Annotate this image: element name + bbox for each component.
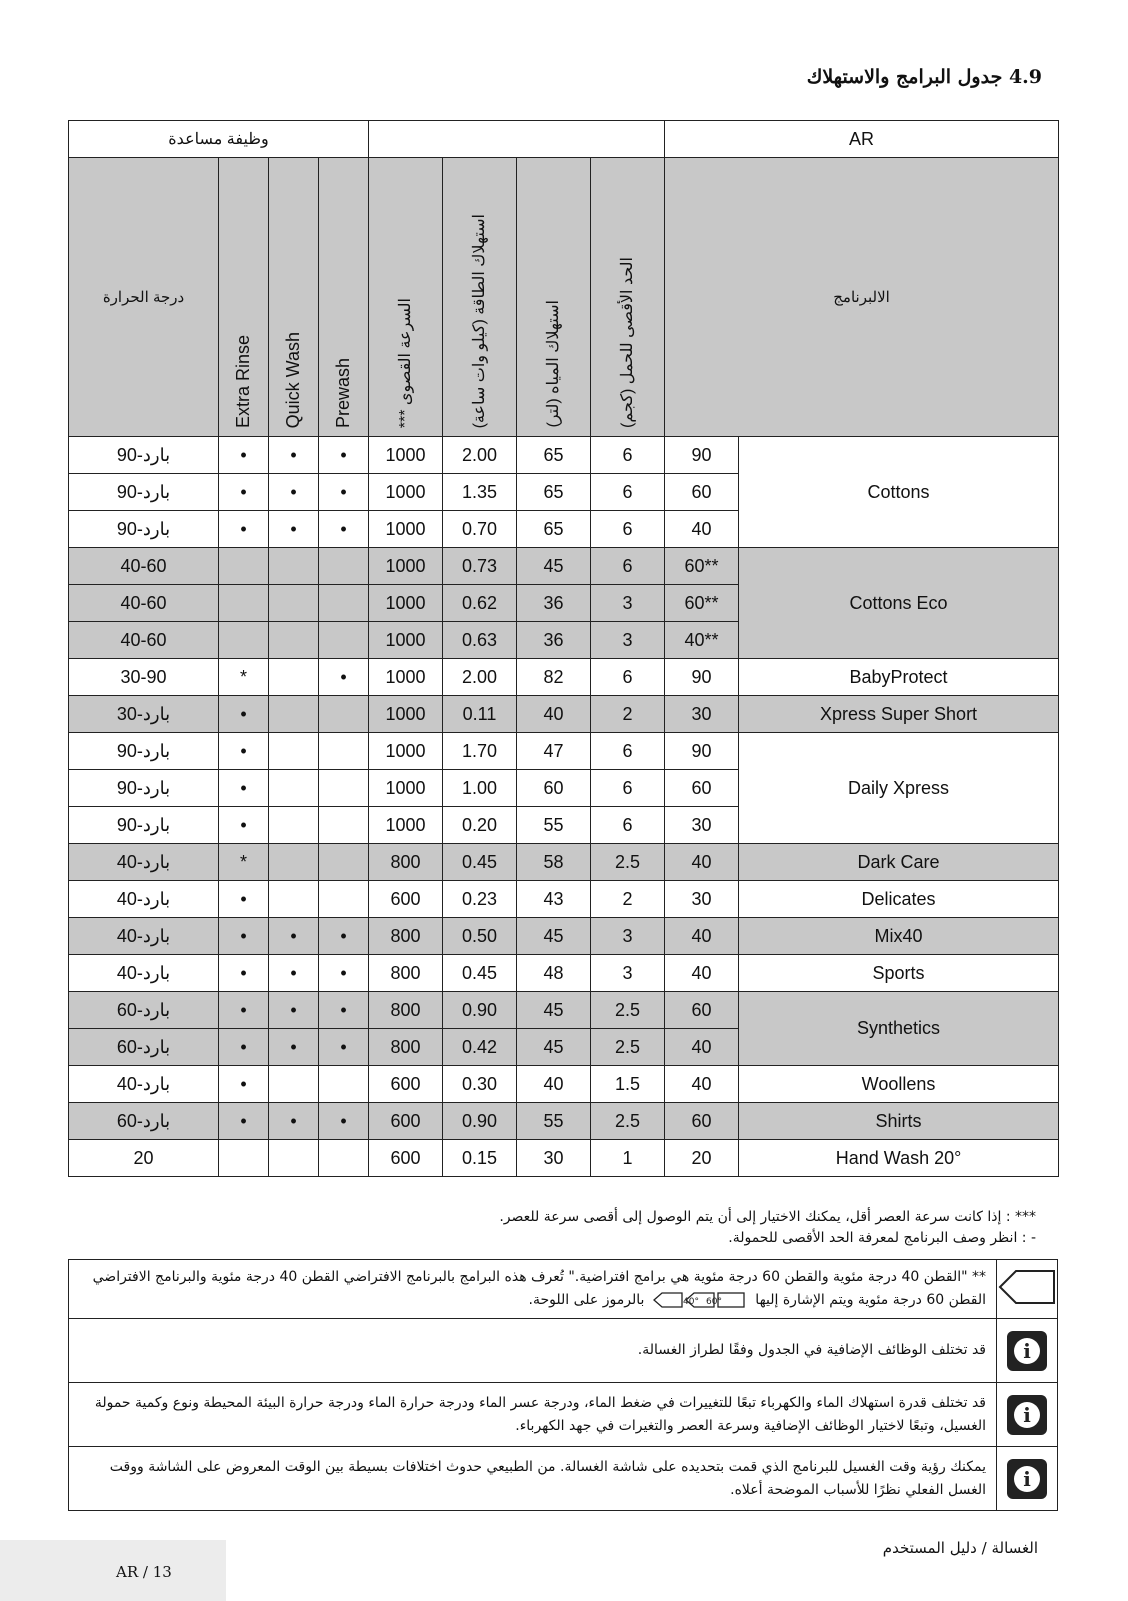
quick-wash-cell: •: [269, 511, 319, 548]
max-speed-cell: 1000: [369, 622, 443, 659]
temp-range-cell: 40-60: [69, 548, 219, 585]
max-speed-cell: 1000: [369, 585, 443, 622]
table-row: [69, 548, 1059, 585]
max-load-cell: 6: [591, 770, 665, 807]
quick-wash-cell: [269, 622, 319, 659]
load-footnote: - : انظر وصف البرنامج لمعرفة الحد الأقصى للحمولة.: [728, 1230, 1036, 1246]
max-load-cell: 6: [591, 474, 665, 511]
program-name-cell: Daily Xpress: [739, 733, 1059, 844]
max-speed-cell: 1000: [369, 770, 443, 807]
temp-range-cell: بارد-30: [69, 696, 219, 733]
energy-cell: 1.00: [443, 770, 517, 807]
table-row: [69, 844, 1059, 881]
energy-cell: 0.42: [443, 1029, 517, 1066]
max-load-cell: 2.5: [591, 1103, 665, 1140]
water-cell: 48: [517, 955, 591, 992]
temp-range-cell: 40-60: [69, 622, 219, 659]
energy-cell: 0.20: [443, 807, 517, 844]
program-temp-cell: 40: [665, 511, 739, 548]
max-load-cell: 1.5: [591, 1066, 665, 1103]
temp-range-cell: بارد-40: [69, 1066, 219, 1103]
energy-cell: 0.15: [443, 1140, 517, 1177]
water-cell: 40: [517, 1066, 591, 1103]
temp-range-cell: بارد-90: [69, 770, 219, 807]
quick-wash-cell: •: [269, 918, 319, 955]
info-icon: i: [1007, 1331, 1047, 1371]
max-load-cell: 6: [591, 437, 665, 474]
program-name-cell: Shirts: [739, 1103, 1059, 1140]
quick-wash-cell: [269, 770, 319, 807]
temp-range-cell: بارد-90: [69, 733, 219, 770]
temp-range-cell: بارد-60: [69, 992, 219, 1029]
quick-wash-cell: •: [269, 474, 319, 511]
water-cell: 40: [517, 696, 591, 733]
prewash-cell: •: [319, 918, 369, 955]
water-cell: 43: [517, 881, 591, 918]
program-temp-cell: 40: [665, 918, 739, 955]
max-load-cell: 6: [591, 659, 665, 696]
temp-range-cell: بارد-40: [69, 955, 219, 992]
temp-range-cell: بارد-40: [69, 918, 219, 955]
energy-cell: 1.35: [443, 474, 517, 511]
eco-program-icon: [998, 1267, 1056, 1307]
extra-rinse-cell: •: [219, 733, 269, 770]
energy-cell: 0.23: [443, 881, 517, 918]
program-header: الالبرنامج: [665, 158, 1059, 437]
max-load-cell: 3: [591, 622, 665, 659]
program-name-cell: Woollens: [739, 1066, 1059, 1103]
table-row: [69, 437, 1059, 474]
temp-range-cell: بارد-90: [69, 437, 219, 474]
program-name-cell: Hand Wash 20°: [739, 1140, 1059, 1177]
energy-cell: 0.63: [443, 622, 517, 659]
quick-wash-cell: [269, 1140, 319, 1177]
program-temp-cell: 40: [665, 955, 739, 992]
extra-rinse-cell: •: [219, 474, 269, 511]
extra-rinse-cell: •: [219, 881, 269, 918]
prewash-cell: •: [319, 474, 369, 511]
page-title: 4.9 جدول البرامج والاستهلاك: [806, 66, 1042, 88]
program-table: [68, 120, 1059, 1177]
extra-rinse-cell: •: [219, 1103, 269, 1140]
quick-wash-cell: [269, 585, 319, 622]
program-temp-cell: 30: [665, 696, 739, 733]
max-load-cell: 6: [591, 511, 665, 548]
program-name-cell: BabyProtect: [739, 659, 1059, 696]
program-name-cell: Cottons: [739, 437, 1059, 548]
table-row: [69, 659, 1059, 696]
prewash-cell: •: [319, 659, 369, 696]
water-cell: 55: [517, 1103, 591, 1140]
extra-rinse-cell: [219, 585, 269, 622]
program-temp-cell: 40: [665, 1029, 739, 1066]
water-cell: 65: [517, 511, 591, 548]
program-name-cell: Sports: [739, 955, 1059, 992]
energy-cell: 0.30: [443, 1066, 517, 1103]
max-speed-cell: 1000: [369, 474, 443, 511]
max-speed-cell: 800: [369, 1029, 443, 1066]
quick-wash-cell: •: [269, 1103, 319, 1140]
max-speed-header: *** السرعة القصوى: [397, 297, 415, 428]
program-temp-cell: 60: [665, 992, 739, 1029]
temp-range-cell: 40-60: [69, 585, 219, 622]
water-cell: 36: [517, 585, 591, 622]
program-temp-cell: 30: [665, 881, 739, 918]
prewash-cell: •: [319, 955, 369, 992]
energy-cell: 0.73: [443, 548, 517, 585]
info-icon: i: [1007, 1395, 1047, 1435]
extra-rinse-cell: •: [219, 992, 269, 1029]
program-temp-cell: 60: [665, 474, 739, 511]
energy-cell: 0.90: [443, 992, 517, 1029]
footer-page-box: [0, 1540, 226, 1601]
max-speed-cell: 800: [369, 955, 443, 992]
table-row: [69, 1066, 1059, 1103]
lang-label: AR: [665, 121, 1059, 158]
max-load-header: الحد الأقصى للحمل (كجم): [619, 257, 637, 428]
prewash-cell: •: [319, 1103, 369, 1140]
wash-time-info-note: يمكنك رؤية وقت الغسيل للبرنامج الذي قمت بتحديده على شاشة الغسالة. من الطبيعي حدوث اختلافات بسيطة بين الوقت المعروض على الشاشة ووقت الغسل الفعلي نظرًا للأسباب الموضحة أعلاه.: [69, 1447, 997, 1511]
max-speed-cell: 1000: [369, 548, 443, 585]
page-number: AR / 13: [116, 1563, 172, 1581]
max-load-cell: 6: [591, 733, 665, 770]
extra-rinse-cell: •: [219, 1066, 269, 1103]
extra-rinse-cell: •: [219, 807, 269, 844]
table-row: [69, 1103, 1059, 1140]
quick-wash-cell: [269, 733, 319, 770]
program-temp-cell: 40**: [665, 622, 739, 659]
extra-rinse-cell: •: [219, 1029, 269, 1066]
prewash-cell: [319, 548, 369, 585]
energy-cell: 2.00: [443, 437, 517, 474]
aux-info-note: قد تختلف الوظائف الإضافية في الجدول وفقًا لطراز الغسالة.: [69, 1319, 997, 1383]
prewash-cell: [319, 696, 369, 733]
max-speed-cell: 800: [369, 992, 443, 1029]
water-cell: 58: [517, 844, 591, 881]
extra-rinse-cell: *: [219, 844, 269, 881]
energy-cell: 0.11: [443, 696, 517, 733]
max-speed-cell: 1000: [369, 511, 443, 548]
program-name-cell: Xpress Super Short: [739, 696, 1059, 733]
water-header: استهلاك المياه (لتر): [545, 300, 563, 428]
extra-rinse-cell: [219, 548, 269, 585]
quick-wash-cell: •: [269, 955, 319, 992]
document-title: الغسالة / دليل المستخدم: [882, 1539, 1038, 1557]
max-speed-cell: 1000: [369, 807, 443, 844]
program-name-cell: Mix40: [739, 918, 1059, 955]
program-temp-cell: 60: [665, 770, 739, 807]
quick-wash-cell: •: [269, 437, 319, 474]
max-speed-cell: 600: [369, 1066, 443, 1103]
max-load-cell: 3: [591, 585, 665, 622]
max-load-cell: 2: [591, 881, 665, 918]
temp-range-cell: بارد-60: [69, 1103, 219, 1140]
extra-rinse-cell: •: [219, 770, 269, 807]
water-cell: 45: [517, 992, 591, 1029]
speed-footnote: *** : إذا كانت سرعة العصر أقل، يمكنك الاختيار إلى أن يتم الوصول إلى أقصى سرعة للعصر.: [499, 1209, 1036, 1225]
temp-range-cell: بارد-40: [69, 881, 219, 918]
prewash-cell: [319, 1140, 369, 1177]
prewash-header: Prewash: [333, 357, 353, 428]
max-speed-cell: 1000: [369, 733, 443, 770]
extra-rinse-header: Extra Rinse: [233, 334, 253, 428]
extra-rinse-cell: •: [219, 696, 269, 733]
aux-function-header: وظيفة مساعدة: [69, 121, 369, 158]
temp-range-cell: بارد-60: [69, 1029, 219, 1066]
energy-cell: 0.50: [443, 918, 517, 955]
quick-wash-cell: [269, 1066, 319, 1103]
max-speed-cell: 1000: [369, 659, 443, 696]
prewash-cell: [319, 881, 369, 918]
quick-wash-cell: [269, 548, 319, 585]
program-temp-cell: 60: [665, 1103, 739, 1140]
prewash-cell: [319, 585, 369, 622]
water-cell: 36: [517, 622, 591, 659]
prewash-cell: [319, 1066, 369, 1103]
table-row: [69, 918, 1059, 955]
program-name-cell: Dark Care: [739, 844, 1059, 881]
program-temp-cell: 60**: [665, 585, 739, 622]
extra-rinse-cell: *: [219, 659, 269, 696]
program-temp-cell: 90: [665, 437, 739, 474]
max-load-cell: 1: [591, 1140, 665, 1177]
energy-header: استهلاك الطاقة (كيلو وات ساعة): [471, 213, 489, 428]
info-table: [68, 1259, 1058, 1511]
temp-range-cell: بارد-90: [69, 807, 219, 844]
program-temp-cell: 90: [665, 659, 739, 696]
table-row: [69, 955, 1059, 992]
program-temp-cell: 20: [665, 1140, 739, 1177]
prewash-cell: •: [319, 437, 369, 474]
extra-rinse-cell: [219, 1140, 269, 1177]
quick-wash-cell: •: [269, 1029, 319, 1066]
table-row: [69, 696, 1059, 733]
program-name-cell: Cottons Eco: [739, 548, 1059, 659]
energy-cell: 0.45: [443, 844, 517, 881]
max-speed-cell: 600: [369, 881, 443, 918]
table-row: [69, 1140, 1059, 1177]
eco-program-symbols-icon: [652, 1291, 748, 1309]
temp-range-header: درجة الحرارة: [69, 158, 219, 437]
water-cell: 65: [517, 474, 591, 511]
max-load-cell: 2: [591, 696, 665, 733]
quick-wash-cell: [269, 659, 319, 696]
program-temp-cell: 60**: [665, 548, 739, 585]
symbol-60-label: 60°: [705, 1297, 722, 1307]
extra-rinse-cell: •: [219, 511, 269, 548]
max-load-cell: 3: [591, 918, 665, 955]
table-row: [69, 733, 1059, 770]
max-speed-cell: 1000: [369, 696, 443, 733]
water-cell: 30: [517, 1140, 591, 1177]
max-speed-cell: 1000: [369, 437, 443, 474]
energy-cell: 0.45: [443, 955, 517, 992]
energy-cell: 0.62: [443, 585, 517, 622]
prewash-cell: [319, 807, 369, 844]
quick-wash-header: Quick Wash: [283, 331, 303, 428]
prewash-cell: [319, 844, 369, 881]
temp-range-cell: بارد-90: [69, 511, 219, 548]
prewash-cell: [319, 733, 369, 770]
table-row: [69, 881, 1059, 918]
temp-range-cell: بارد-40: [69, 844, 219, 881]
max-load-cell: 3: [591, 955, 665, 992]
quick-wash-cell: •: [269, 992, 319, 1029]
max-speed-cell: 800: [369, 918, 443, 955]
energy-cell: 0.90: [443, 1103, 517, 1140]
water-cell: 55: [517, 807, 591, 844]
temp-range-cell: 20: [69, 1140, 219, 1177]
energy-cell: 2.00: [443, 659, 517, 696]
table-row: [69, 992, 1059, 1029]
max-speed-cell: 800: [369, 844, 443, 881]
quick-wash-cell: [269, 807, 319, 844]
max-load-cell: 2.5: [591, 1029, 665, 1066]
water-cell: 82: [517, 659, 591, 696]
blank-header-cell: [369, 121, 665, 158]
prewash-cell: •: [319, 992, 369, 1029]
program-temp-cell: 90: [665, 733, 739, 770]
max-speed-cell: 600: [369, 1103, 443, 1140]
quick-wash-cell: [269, 844, 319, 881]
info-icon: i: [1007, 1459, 1047, 1499]
extra-rinse-cell: •: [219, 918, 269, 955]
prewash-cell: [319, 622, 369, 659]
footnotes: [499, 1207, 1036, 1249]
extra-rinse-cell: [219, 622, 269, 659]
eco-note: ** "القطن 40 درجة مئوية والقطن 60 درجة مئوية هي برامج افتراضية." تُعرف هذه البرامج بالبرنامج الافتراضي القطن 40 درجة مئوية والبرنامج الافتراضي القطن 60 درجة مئوية ويتم الإشارة إليها 40° 60° بالرموز على اللوحة.: [69, 1260, 997, 1319]
program-name-cell: Synthetics: [739, 992, 1059, 1066]
prewash-cell: •: [319, 1029, 369, 1066]
quick-wash-cell: [269, 881, 319, 918]
max-load-cell: 2.5: [591, 844, 665, 881]
extra-rinse-cell: •: [219, 437, 269, 474]
program-temp-cell: 30: [665, 807, 739, 844]
water-cell: 45: [517, 1029, 591, 1066]
energy-cell: 1.70: [443, 733, 517, 770]
symbol-40-label: 40°: [682, 1297, 699, 1307]
quick-wash-cell: [269, 696, 319, 733]
consumption-info-note: قد تختلف قدرة استهلاك الماء والكهرباء تبعًا للتغييرات في ضغط الماء، ودرجة عسر الماء ودرجة حرارة الماء ودرجة حرارة البيئة المحيطة ونوع وكمية حمولة الغسيل، وتبعًا لاختيار الوظائف الإضافية وسرعة العصر والتغيرات في جهد الكهرباء.: [69, 1383, 997, 1447]
program-temp-cell: 40: [665, 844, 739, 881]
prewash-cell: [319, 770, 369, 807]
max-load-cell: 6: [591, 807, 665, 844]
water-cell: 47: [517, 733, 591, 770]
max-speed-cell: 600: [369, 1140, 443, 1177]
max-load-cell: 6: [591, 548, 665, 585]
program-name-cell: Delicates: [739, 881, 1059, 918]
extra-rinse-cell: •: [219, 955, 269, 992]
water-cell: 60: [517, 770, 591, 807]
water-cell: 45: [517, 918, 591, 955]
program-temp-cell: 40: [665, 1066, 739, 1103]
temp-range-cell: بارد-90: [69, 474, 219, 511]
water-cell: 65: [517, 437, 591, 474]
water-cell: 45: [517, 548, 591, 585]
temp-range-cell: 30-90: [69, 659, 219, 696]
energy-cell: 0.70: [443, 511, 517, 548]
max-load-cell: 2.5: [591, 992, 665, 1029]
prewash-cell: •: [319, 511, 369, 548]
